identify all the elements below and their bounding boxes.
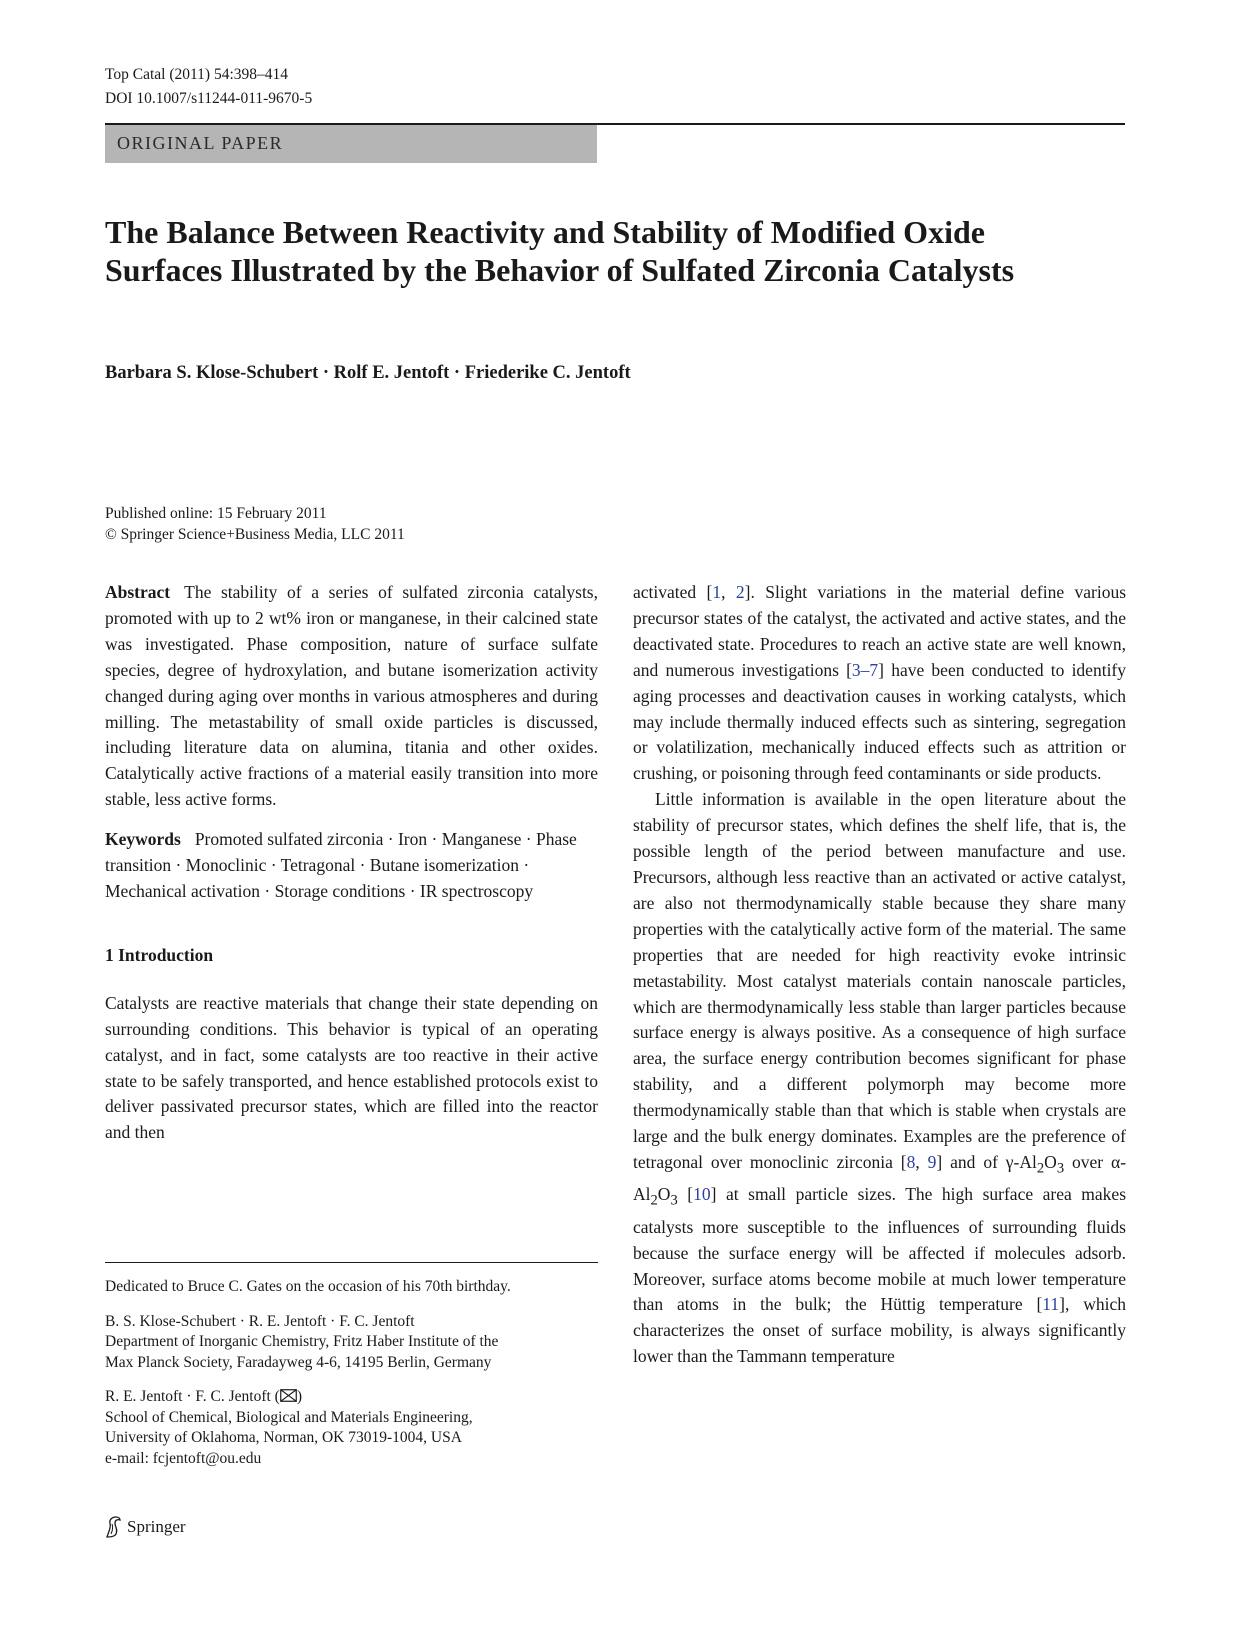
introduction-paragraph-1: Catalysts are reactive materials that change their state depending on surrounding conditions. This behavior is typical of an operating catalyst, and in fact, some catalysts are too reactive in their active state to be safely transported, and hence established protocols exist to deliver passivated precursor states, which are filled into the reactor and then — [105, 992, 598, 1143]
introduction-paragraph-3 — [633, 787, 1126, 1370]
subscript: 3 — [1056, 1160, 1065, 1177]
introduction-paragraph-2 — [633, 580, 1126, 787]
keywords-heading: Keywords — [105, 829, 181, 850]
corresponding-email[interactable]: e-mail: fcjentoft@ou.edu — [105, 1449, 262, 1467]
text-run: , — [915, 1151, 928, 1172]
section-heading-introduction: 1 Introduction — [105, 944, 214, 965]
citation-link[interactable]: 2 — [735, 582, 745, 602]
affiliation-2 — [105, 1387, 598, 1469]
affiliation-2-line-2: University of Oklahoma, Norman, OK 73019-1004, USA — [105, 1429, 462, 1446]
keywords-text: Promoted sulfated zirconia · Iron · Manganese · Phase transition · Monoclinic · Tetragonal · Butane isomerization · Mechanical activation · Storage conditions · IR spectroscopy — [105, 829, 577, 901]
text-run: O — [657, 1184, 671, 1205]
paper-title: The Balance Between Reactivity and Stability of Modified Oxide Surfaces Illustrated by the Behavior of Sulfated Zirconia Catalysts — [105, 214, 1015, 288]
subscript: 2 — [650, 1192, 658, 1209]
text-run: Little information is available in the open literature about the stability of precursor states, which defines the shelf life, that is, the possible length of the period between manufacture and use. Precursors, although less reactive than an activated or active catalyst, are also not thermodynamically stable because they share many properties with the catalytically active form of the material. The same properties that are needed for high reactivity evoke intrinsic metastability. Most catalyst materials contain nanoscale particles, which are thermodynamically less stable than larger particles because surface energy is always positive. As a consequence of high surface area, the surface energy contribution becomes significant for phase stability, and a different polymorph may become more thermodynamically stable than that which is stable when crystals are large and the bulk energy dominates. Examples are the preference of tetragonal over monoclinic zirconia [ — [633, 789, 1126, 1172]
subscript: 3 — [670, 1192, 678, 1209]
affiliation-1-line-1: Department of Inorganic Chemistry, Fritz Haber Institute of the — [105, 1333, 499, 1350]
doi: DOI 10.1007/s11244-011-9670-5 — [105, 90, 313, 107]
citation-link[interactable]: 1 — [712, 582, 722, 602]
citation-link[interactable]: 11 — [1042, 1294, 1060, 1315]
text-run: ], which characterizes the onset of surface mobility, is always significantly lower than the Tammann temperature — [633, 1294, 1126, 1367]
subscript: 2 — [1036, 1160, 1045, 1177]
right-column — [633, 580, 1126, 1370]
abstract — [105, 580, 598, 813]
text-run: ] have been conducted to identify aging processes and deactivation causes in working catalysts, which may include thermally induced effects such as sintering, segregation or volatilization, mechanically induced effects such as attrition or crushing, or poisoning through feed contaminants or side products. — [633, 659, 1127, 784]
abstract-heading: Abstract — [105, 582, 171, 602]
springer-horse-icon — [103, 1515, 123, 1539]
page-footer — [103, 1515, 186, 1539]
paper-type-label: ORIGINAL PAPER — [117, 133, 284, 153]
affiliation-1-names: B. S. Klose-Schubert · R. E. Jentoft · F. C. Jentoft — [105, 1312, 415, 1330]
published-date: Published online: 15 February 2011 — [105, 505, 327, 522]
paper-type-band — [105, 125, 597, 163]
author-list: Barbara S. Klose-Schubert · Rolf E. Jentoft · Friederike C. Jentoft — [105, 363, 631, 383]
citation-link[interactable]: 10 — [693, 1184, 711, 1205]
citation-link[interactable]: 8 — [906, 1151, 916, 1172]
affiliation-1-line-2: Max Planck Society, Faradayweg 4-6, 14195 Berlin, Germany — [105, 1353, 492, 1371]
text-run: over α-Al — [633, 1151, 1127, 1205]
affiliation-1 — [105, 1312, 598, 1374]
text-run: ] and of γ-Al — [936, 1151, 1037, 1172]
affiliation-2-names — [105, 1387, 598, 1408]
text-run: ] at small particle sizes. The high surface area makes catalysts more susceptible to the influences of surrounding fluids because the surface energy will be affected if molecules adsorb. Moreover, surface atoms become mobile at much lower temperature than atoms in the bulk; the Hüttig temperature [ — [633, 1184, 1127, 1315]
journal-reference: Top Catal (2011) 54:398–414 — [105, 66, 289, 83]
text-run: [ — [677, 1184, 694, 1205]
citation-link[interactable]: 9 — [927, 1151, 937, 1172]
publisher-name: Springer — [127, 1517, 186, 1536]
left-column — [105, 580, 598, 1146]
affiliation-2-names-text: R. E. Jentoft · F. C. Jentoft ( — [105, 1388, 280, 1405]
copyright-notice: © Springer Science+Business Media, LLC 2011 — [105, 526, 405, 543]
affiliation-2-line-1: School of Chemical, Biological and Materials Engineering, — [105, 1408, 473, 1426]
citation-link[interactable]: 3–7 — [851, 659, 879, 680]
text-run: O — [1044, 1151, 1057, 1172]
abstract-text: The stability of a series of sulfated zirconia catalysts, promoted with up to 2 wt% iron or manganese, in their calcined state was investigated. Phase composition, nature of surface sulfate species, degree of hydroxylation, and butane isomerization activity changed during aging over months in various atmospheres and during milling. The metastability of small oxide particles is discussed, including literature data on alumina, titania and other oxides. Catalytically active fractions of a material easily transition into more stable, less active forms. — [105, 582, 598, 810]
affiliation-2-names-close: ) — [296, 1388, 303, 1405]
text-run: , — [721, 582, 736, 602]
text-run: activated [ — [633, 582, 713, 602]
envelope-icon — [280, 1389, 297, 1402]
footnotes — [105, 1262, 598, 1483]
keywords — [105, 827, 598, 905]
dedication: Dedicated to Bruce C. Gates on the occasion of his 70th birthday. — [105, 1278, 511, 1295]
text-run: ]. Slight variations in the material define various precursor states of the catalyst, the activated and active states, and the deactivated state. Procedures to reach an active state are well known, and numerous investigations [ — [633, 582, 1127, 680]
